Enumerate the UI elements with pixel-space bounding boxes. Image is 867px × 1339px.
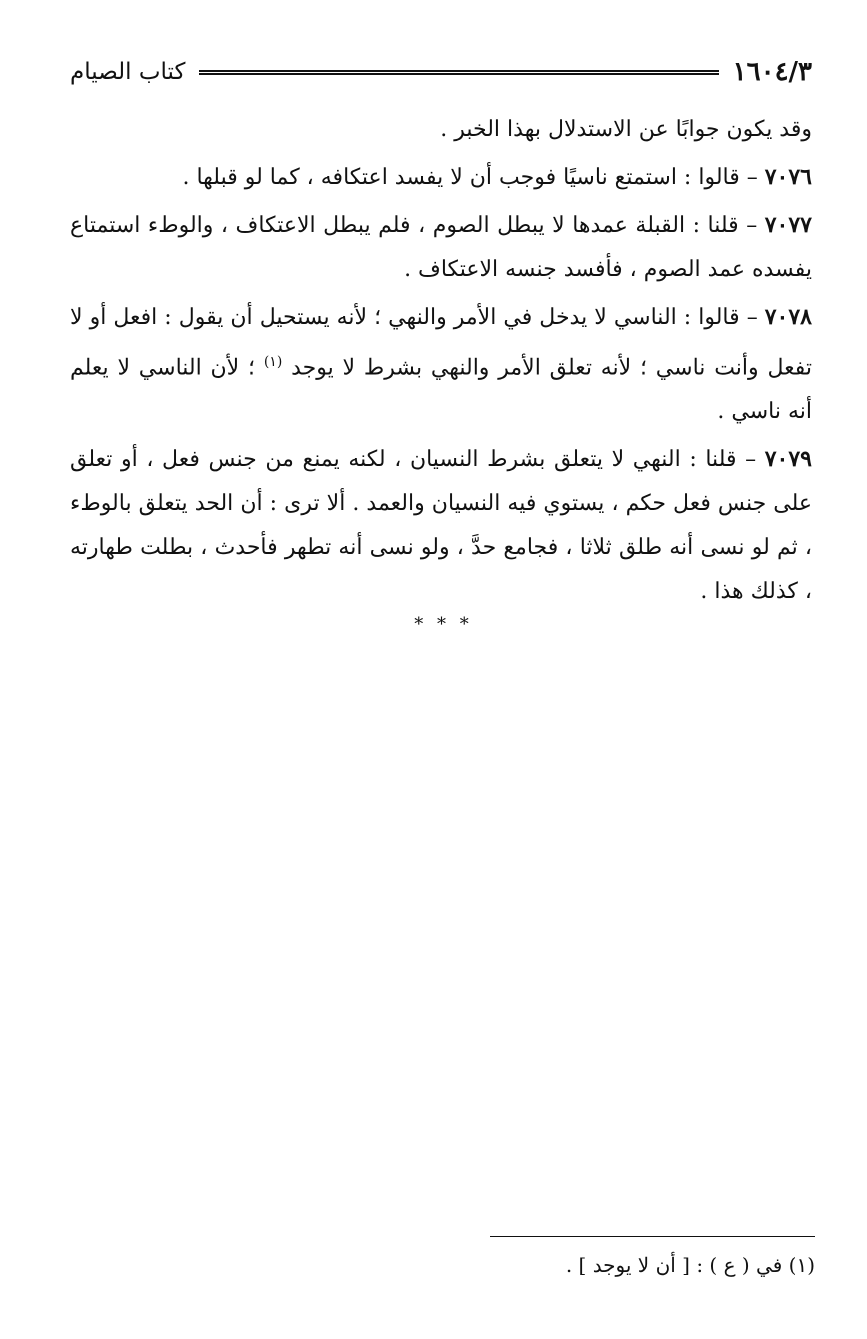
paragraph-text: – قلنا : النهي لا يتعلق بشرط النسيان ، لكنه يمنع من جنس فعل ، أو تعلق على جنس فعل حكم ، يستوي فيه النسيان والعمد . ألا ترى : أن الحد يتعلق بالوطء ، ثم لو نسى أنه طلق ثلاثا ، فجامع حدَّ ، ولو نسى أنه تطهر فأحدث ، بطلت طهارته ، كذلك هذا . [70, 447, 812, 605]
paragraph-text-continued: ؛ لأن الناسي لا يعلم أنه ناسي . [70, 355, 812, 425]
paragraph [70, 295, 812, 434]
paragraph [70, 108, 812, 152]
paragraph [70, 437, 812, 614]
paragraph-number: ٧٠٧٧ [764, 212, 812, 238]
paragraph [70, 155, 812, 200]
footnote: (١) في ( ع ) : [ أن لا يوجد ] . [565, 1253, 815, 1277]
section-separator: * * * [414, 614, 473, 635]
paragraph [70, 203, 812, 292]
main-text [70, 108, 812, 617]
footnote-reference: (١) [263, 354, 283, 370]
footnote-rule [490, 1236, 815, 1237]
paragraph-text: – قالوا : الناسي لا يدخل في الأمر والنهي ؛ لأنه يستحيل أن يقول : افعل أو لا تفعل وأنت ناسي ؛ لأنه تعلق الأمر والنهي بشرط لا يوجد [70, 305, 812, 381]
paragraph-text: وقد يكون جوابًا عن الاستدلال بهذا الخبر . [440, 117, 812, 142]
page-header [70, 52, 812, 92]
paragraph-text: – قلنا : القبلة عمدها لا يبطل الصوم ، فلم يبطل الاعتكاف ، والوطء استمتاع يفسده عمد الصوم ، فأفسد جنسه الاعتكاف . [70, 213, 812, 282]
page-number: ١٦٠٤/٣ [732, 57, 812, 87]
header-rule [199, 70, 718, 75]
paragraph-number: ٧٠٧٩ [764, 446, 812, 473]
paragraph-number: ٧٠٧٨ [764, 304, 812, 330]
paragraph-text: – قالوا : استمتع ناسيًا فوجب أن لا يفسد اعتكافه ، كما لو قبلها . [182, 165, 765, 190]
running-title: كتاب الصيام [70, 59, 186, 85]
paragraph-number: ٧٠٧٦ [764, 164, 812, 190]
